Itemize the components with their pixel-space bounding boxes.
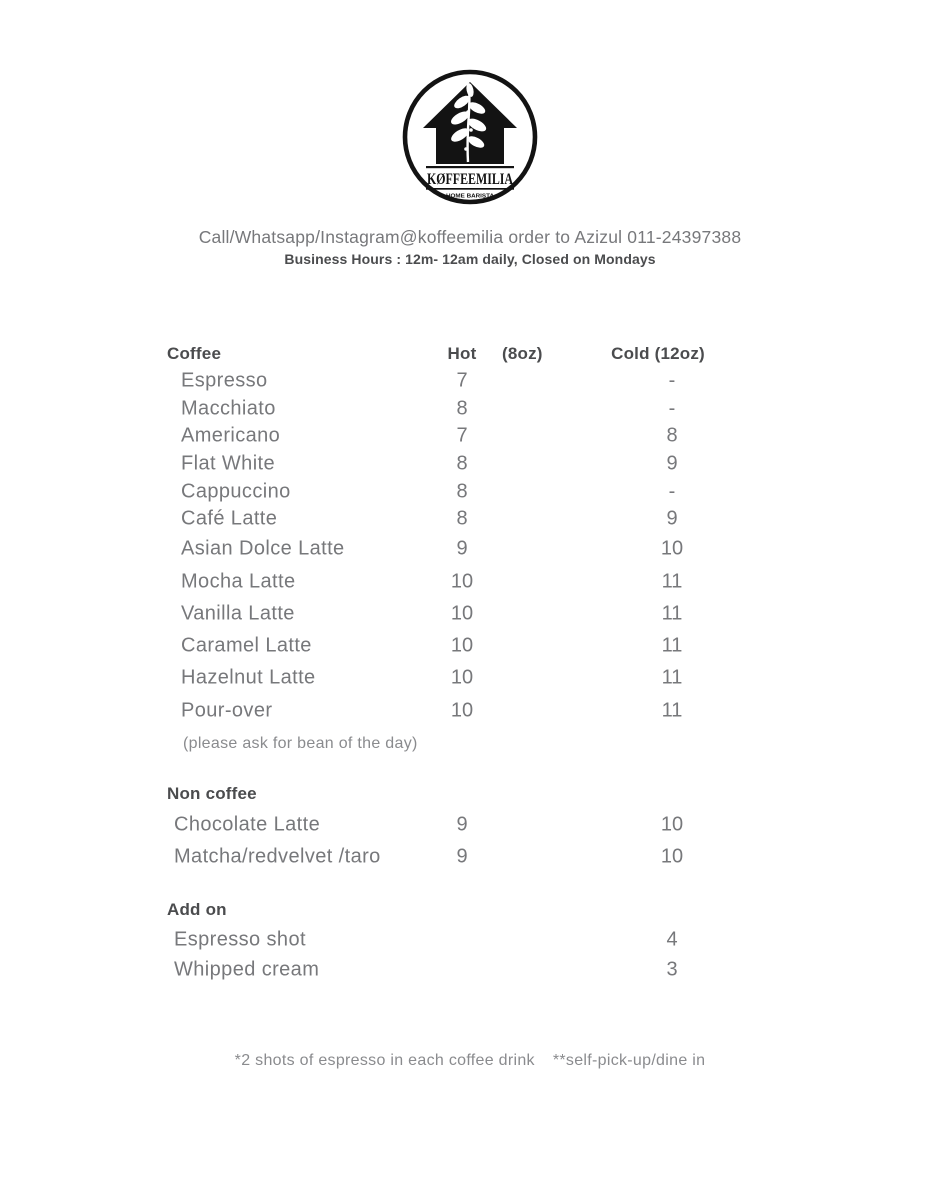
brand-logo: [400, 67, 540, 207]
menu-row: [167, 505, 787, 533]
business-hours: Business Hours : 12m- 12am daily, Closed on Mondays: [284, 251, 656, 267]
item-price-hot: 10: [450, 666, 474, 689]
item-price-cold: 10: [660, 845, 684, 868]
item-price-cold: 9: [666, 507, 678, 530]
footnotes: [0, 1050, 940, 1072]
column-header-cold: Cold (12oz): [611, 343, 705, 363]
item-price-hot: 9: [456, 813, 468, 836]
brand-tagline: HOME BARISTA: [446, 193, 494, 200]
footnote-espresso: *2 shots of espresso in each coffee drink: [234, 1052, 535, 1069]
menu-row: [167, 662, 787, 694]
menu-row: [167, 925, 787, 955]
item-price-cold: 11: [661, 634, 683, 657]
menu-row: [167, 395, 787, 423]
section-title: Non coffee: [167, 783, 257, 803]
item-name: Asian Dolce Latte: [181, 537, 345, 560]
menu-row: [167, 450, 787, 478]
menu-row: [167, 422, 787, 450]
item-price-cold: 10: [660, 813, 684, 836]
item-price-cold: 10: [660, 537, 684, 560]
contact-line: Call/Whatsapp/Instagram@koffeemilia order to Azizul 011-24397388: [198, 227, 742, 247]
bean-of-day-note: (please ask for bean of the day): [183, 734, 418, 752]
item-name: Mocha Latte: [181, 570, 296, 593]
menu-row: [167, 695, 787, 727]
item-price-hot: 10: [450, 699, 474, 722]
logo-rule-bottom: [426, 188, 514, 190]
menu-column-headers: [167, 340, 787, 367]
item-price-hot: 8: [456, 397, 468, 420]
menu-row: [167, 841, 787, 873]
item-name: Macchiato: [181, 397, 276, 420]
column-header-hot: Hot: [447, 343, 477, 363]
item-name: Vanilla Latte: [181, 602, 295, 625]
logo-rule-top: [426, 166, 514, 168]
menu-row: [167, 533, 787, 565]
item-name: Caramel Latte: [181, 634, 312, 657]
item-name: Whipped cream: [174, 958, 320, 981]
menu-row: [167, 955, 787, 985]
menu-row: [167, 367, 787, 395]
item-name: Matcha/redvelvet /taro: [174, 845, 381, 868]
column-header-item: Coffee: [167, 343, 222, 363]
item-name: Espresso: [181, 369, 268, 392]
item-price-cold: 3: [666, 958, 678, 981]
brand-wordmark: KØFFEEMILIA: [427, 171, 514, 188]
item-price-hot: 10: [450, 634, 474, 657]
footnote-pickup: **self-pick-up/dine in: [552, 1052, 706, 1069]
item-price-cold: -: [668, 369, 676, 392]
item-price-cold: 11: [661, 666, 683, 689]
item-name: Cappuccino: [181, 480, 291, 503]
item-price-hot: 9: [456, 845, 468, 868]
item-price-hot: 8: [456, 480, 468, 503]
menu-table: [167, 340, 787, 985]
item-price-hot: 9: [456, 537, 468, 560]
item-price-cold: -: [668, 397, 676, 420]
item-name: Flat White: [181, 452, 276, 475]
menu-row: [167, 630, 787, 662]
item-price-cold: -: [668, 480, 676, 503]
menu-row: [167, 598, 787, 630]
column-header-size: (8oz): [502, 343, 543, 363]
item-name: Espresso shot: [174, 928, 306, 951]
item-name: Café Latte: [181, 507, 278, 530]
item-price-hot: 8: [456, 452, 468, 475]
item-price-hot: 10: [450, 570, 474, 593]
item-price-hot: 7: [456, 369, 468, 392]
item-name: Pour-over: [181, 699, 273, 722]
item-price-hot: 7: [456, 424, 468, 447]
item-name: Americano: [181, 424, 281, 447]
menu-row: [167, 478, 787, 506]
item-price-cold: 11: [661, 602, 683, 625]
item-price-cold: 4: [666, 928, 678, 951]
item-price-hot: 10: [450, 602, 474, 625]
item-price-cold: 9: [666, 452, 678, 475]
menu-row: [167, 809, 787, 841]
menu-row: [167, 565, 787, 597]
item-price-cold: 11: [661, 570, 683, 593]
item-name: Hazelnut Latte: [181, 666, 316, 689]
section-title: Add on: [167, 899, 227, 919]
item-price-cold: 8: [666, 424, 678, 447]
item-price-cold: 11: [661, 699, 683, 722]
item-name: Chocolate Latte: [174, 813, 321, 836]
item-price-hot: 8: [456, 507, 468, 530]
